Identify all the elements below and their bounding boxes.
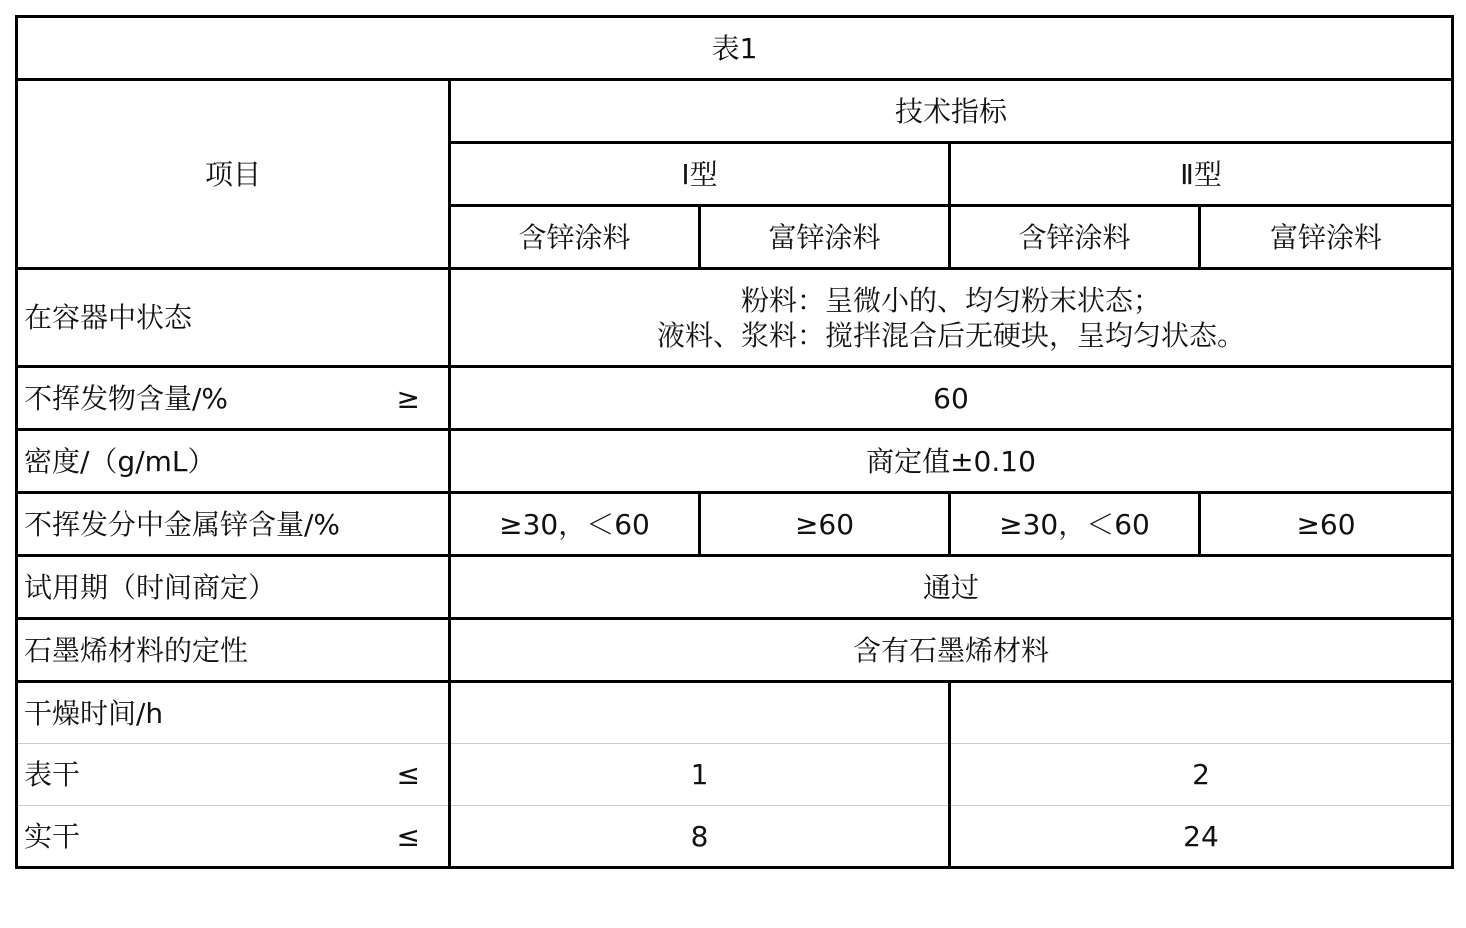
table-title: 表1: [17, 17, 1453, 80]
row-drying: [17, 682, 1453, 744]
label-cell-hard-dry: [17, 806, 450, 868]
label-drying: 干燥时间/h: [17, 682, 450, 744]
value-surface-dry-type1: 1: [450, 744, 950, 806]
sign-hard-dry: ≤: [396, 819, 420, 853]
row-nonvolatile: [17, 367, 1453, 430]
value-density: 商定值±0.10: [450, 430, 1453, 493]
container-state-line-2: 液料、浆料：搅拌混合后无硬块，呈均匀状态。: [656, 318, 1245, 352]
header-sub-3: 含锌涂料: [950, 206, 1200, 269]
label-trial: 试用期（时间商定）: [17, 556, 450, 619]
value-hard-dry-type1: 8: [450, 806, 950, 868]
value-drying-type1: [450, 682, 950, 744]
value-hard-dry-type2: 24: [950, 806, 1453, 868]
value-zinc-3: ≥30，＜60: [950, 493, 1200, 556]
header-sub-2: 富锌涂料: [700, 206, 950, 269]
sign-nonvolatile: ≥: [396, 381, 420, 415]
title-row: [17, 17, 1453, 80]
container-state-line-1: 粉料：呈微小的、均匀粉末状态；: [740, 283, 1161, 317]
header-sub-1: 含锌涂料: [450, 206, 700, 269]
label-graphene: 石墨烯材料的定性: [17, 619, 450, 682]
label-density: 密度/（g/mL）: [17, 430, 450, 493]
label-nonvolatile: 不挥发物含量/%: [24, 381, 229, 415]
value-zinc-4: ≥60: [1200, 493, 1453, 556]
value-zinc-2: ≥60: [700, 493, 950, 556]
value-zinc-1: ≥30，＜60: [450, 493, 700, 556]
header-type1: Ⅰ型: [450, 143, 950, 206]
label-cell-surface-dry: [17, 744, 450, 806]
row-graphene: [17, 619, 1453, 682]
row-zinc: [17, 493, 1453, 556]
label-zinc: 不挥发分中金属锌含量/%: [17, 493, 450, 556]
header-type2: Ⅱ型: [950, 143, 1453, 206]
label-hard-dry: 实干: [24, 819, 81, 853]
row-density: [17, 430, 1453, 493]
header-item: 项目: [17, 80, 450, 269]
value-nonvolatile: 60: [450, 367, 1453, 430]
sign-surface-dry: ≤: [396, 758, 420, 791]
value-graphene: 含有石墨烯材料: [450, 619, 1453, 682]
row-trial: [17, 556, 1453, 619]
header-row-1: [17, 80, 1453, 143]
label-container-state: 在容器中状态: [17, 269, 450, 367]
value-surface-dry-type2: 2: [950, 744, 1453, 806]
spec-table: [15, 15, 1454, 869]
value-drying-type2: [950, 682, 1453, 744]
value-container-state: [450, 269, 1453, 367]
row-surface-dry: [17, 744, 1453, 806]
row-container-state: [17, 269, 1453, 367]
row-hard-dry: [17, 806, 1453, 868]
header-sub-4: 富锌涂料: [1200, 206, 1453, 269]
spec-table-page: [15, 15, 1451, 913]
value-trial: 通过: [450, 556, 1453, 619]
label-cell-nonvolatile: [17, 367, 450, 430]
header-tech-index: 技术指标: [450, 80, 1453, 143]
label-surface-dry: 表干: [24, 758, 81, 791]
